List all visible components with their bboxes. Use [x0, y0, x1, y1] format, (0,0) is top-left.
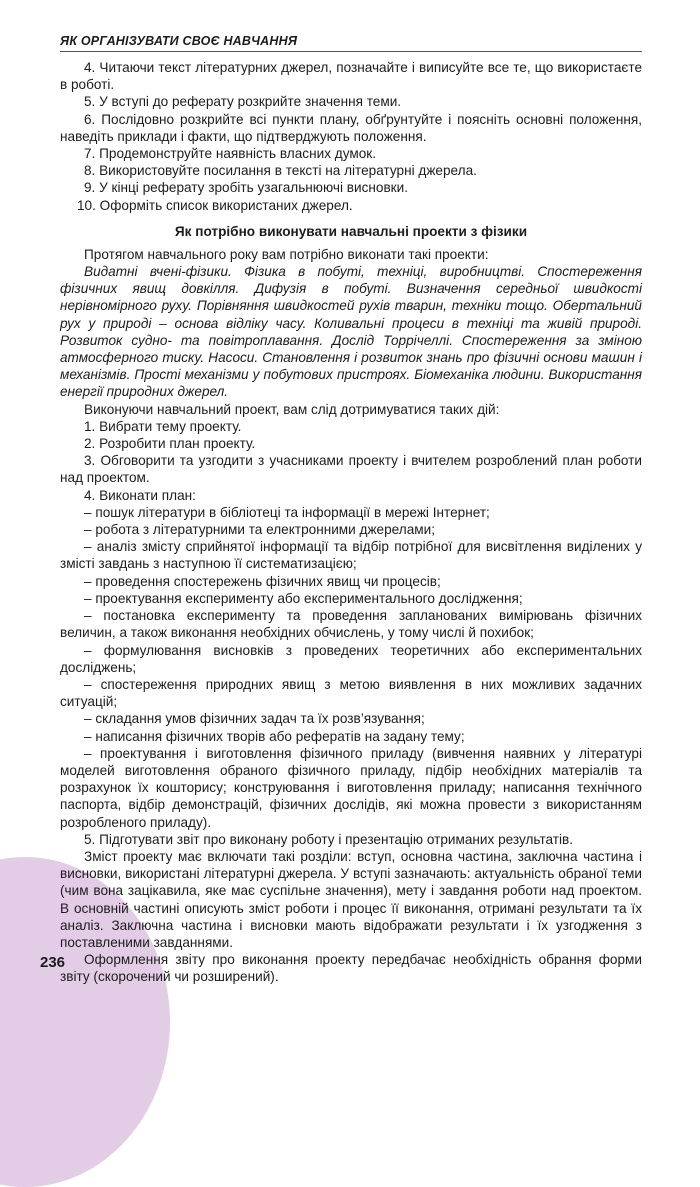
report-content-paragraph: Зміст проекту має включати такі розділи: вступ, основна частина, заключна частина і висновки, використані літературні джерела. У вступі зазначають: актуальність обраної теми (чим вона зацікавила, яке має суспільне значення), мету і завдання роботи над проектом. В основній частині описують зміст роботи і процес її виконання, отримані результати та їх аналіз. Заключна частина і висновки мають відображати результати і їх узгодження з поставленими завданнями. — [60, 848, 642, 950]
plan-item: – постановка експерименту та проведення запланованих вимірювань фізичних величин, а також виконання необхідних обчислень, у тому числі й похибок; — [60, 608, 642, 641]
report-format-paragraph: Оформлення звіту про виконання проекту передбачає необхідність обрання форми звіту (скорочений чи розширений). — [60, 952, 642, 985]
plan-item: – аналіз змісту сприйнятої інформації та відбір потрібної для висвітлення виділених у змісті завдань з наступною її систематизацією; — [60, 539, 642, 572]
section-title: Як потрібно виконувати навчальні проекти з фізики — [174, 223, 528, 239]
project-step: 4. Виконати план: — [84, 487, 196, 503]
running-header: ЯК ОРГАНІЗУВАТИ СВОЄ НАВЧАННЯ — [60, 34, 298, 48]
page-content — [60, 59, 642, 986]
project-step: 5. Підготувати звіт про виконану роботу і презентацію отриманих результатів. — [84, 831, 574, 847]
section-intro: Протягом навчального року вам потрібно виконати такі проекти: — [84, 246, 489, 262]
steps-intro: Виконуючи навчальний проект, вам слід дотримуватися таких дій: — [84, 401, 500, 417]
project-step: 1. Вибрати тему проекту. — [84, 418, 242, 434]
header-divider — [60, 51, 642, 52]
report-step: 4. Читаючи текст літературних джерел, позначайте і виписуйте все те, що використаєте в роботі. — [60, 60, 642, 93]
report-step: 7. Продемонструйте наявність власних думок. — [84, 146, 376, 162]
plan-item: – робота з літературними та електронними джерелами; — [84, 522, 435, 538]
plan-item: – складання умов фізичних задач та їх розв’язування; — [84, 711, 425, 727]
plan-item: – проведення спостережень фізичних явищ чи процесів; — [84, 573, 441, 589]
project-topics: Видатні вчені-фізики. Фізика в побуті, техніці, виробництві. Спостереження фізичних явищ довкілля. Дифузія в побуті. Визначення середньої швидкості нерівномірного руху. Порівняння швидкостей рухів тварин, техніки тощо. Обертальний рух у природі – основа відліку часу. Коливальні процеси в техніці та живій природі. Розвиток судно- та повітроплавання. Дослід Торрічеллі. Спостереження за зміною атмосферного тиску. Насоси. Становлення і розвиток знань про фізичні основи машин і механізмів. Прості механізми у побутових пристроях. Біомеханіка людини. Використання енергії природних джерел. — [60, 264, 642, 400]
report-step: 6. Послідовно розкрийте всі пункти плану, обґрунтуйте і поясніть основні положення, наведіть приклади і факти, що підтверджують положення. — [60, 111, 642, 144]
plan-item: – формулювання висновків з проведених теоретичних або експериментальних досліджень; — [60, 642, 642, 675]
project-step: 2. Розробити план проекту. — [84, 436, 256, 452]
plan-item: – спостереження природних явищ з метою виявлення в них можливих задачних ситуацій; — [60, 676, 642, 710]
page-number: 236 — [40, 954, 66, 971]
report-step: 5. У вступі до реферату розкрийте значення теми. — [84, 94, 402, 110]
report-step: 9. У кінці реферату зробіть узагальнюючі висновки. — [84, 180, 408, 196]
project-step: 3. Обговорити та узгодити з учасниками проекту і вчителем розроблений план роботи над проектом. — [60, 453, 642, 486]
plan-item: – проектування експерименту або експериментального дослідження; — [84, 590, 523, 606]
plan-item: – пошук літератури в бібліотеці та інформації в мережі Інтернет; — [84, 504, 490, 520]
report-step: 8. Використовуйте посилання в тексті на літературні джерела. — [84, 163, 477, 179]
plan-item: – проектування і виготовлення фізичного приладу (вивчення наявних у літературі моделей виготовлення обраного фізичного приладу, підбір необхідних матеріалів та розрахунок їх кошторису; конструювання і виготовлення приладу; написання технічного паспорта, відбір демонстрацій, фізичних дослідів, які можна провести з використанням розробленого приладу). — [60, 745, 642, 830]
report-step: 10. Оформіть список використаних джерел. — [77, 197, 353, 213]
plan-item: – написання фізичних творів або рефератів на задану тему; — [84, 728, 465, 744]
